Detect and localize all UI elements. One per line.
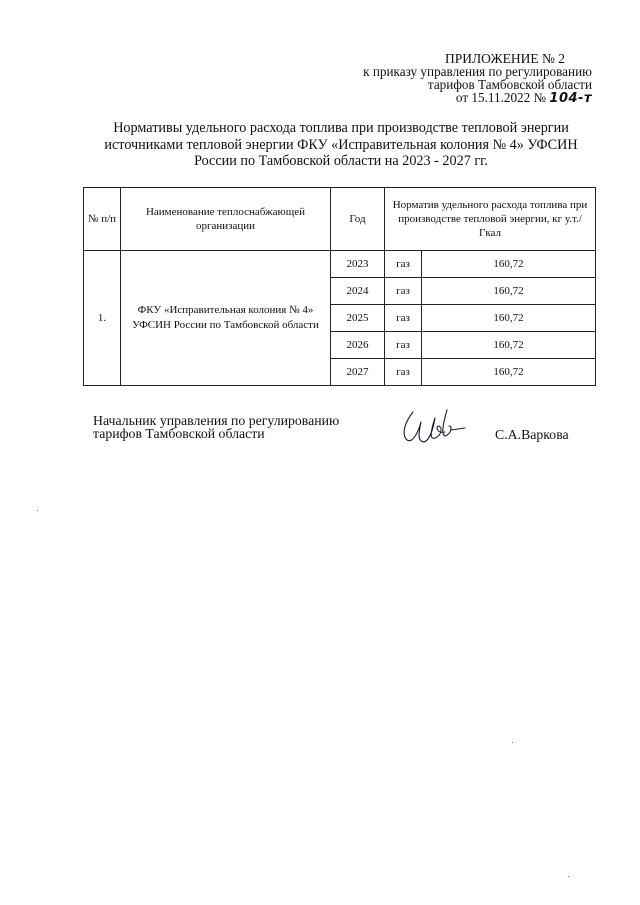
scan-speck xyxy=(568,876,569,877)
year-cell: 2024 xyxy=(331,278,385,305)
header-number: № п/п xyxy=(84,188,121,251)
year-cell: 2023 xyxy=(331,251,385,278)
year-cell: 2027 xyxy=(331,359,385,386)
year-cell: 2026 xyxy=(331,332,385,359)
appendix-header xyxy=(300,52,592,105)
header-organization: Наименование теплоснабжающей организации xyxy=(121,188,331,251)
document-title: Нормативы удельного расхода топлива при производстве тепловой энергии источниками тепловой энергии ФКУ «Исправительная колония № 4» УФСИН России по Тамбовской области на 2023 - 2027 гг. xyxy=(104,120,578,169)
fuel-cell: газ xyxy=(385,332,422,359)
table-row xyxy=(84,251,596,278)
handwritten-signature xyxy=(395,400,475,450)
signatory-position-line2: тарифов Тамбовской области xyxy=(93,426,265,441)
appendix-heading: ПРИЛОЖЕНИЕ № 2 xyxy=(444,51,565,66)
fuel-cell: газ xyxy=(385,251,422,278)
appendix-authority-line: тарифов Тамбовской области xyxy=(427,77,592,92)
norm-value-cell: 160,72 xyxy=(422,305,596,332)
fuel-cell: газ xyxy=(385,305,422,332)
norm-value-cell: 160,72 xyxy=(422,332,596,359)
appendix-order-line: к приказу управления по регулированию xyxy=(363,64,592,79)
norm-value-cell: 160,72 xyxy=(422,251,596,278)
scan-speck xyxy=(37,510,38,511)
table-header-row xyxy=(84,188,596,251)
organization-name: ФКУ «Исправительная колония № 4» УФСИН России по Тамбовской области xyxy=(121,251,331,386)
signatory-position-line1: Начальник управления по регулированию xyxy=(93,413,340,428)
norms-table xyxy=(83,187,596,386)
norm-value-cell: 160,72 xyxy=(422,359,596,386)
header-year: Год xyxy=(331,188,385,251)
year-cell: 2025 xyxy=(331,305,385,332)
fuel-cell: газ xyxy=(385,278,422,305)
row-number: 1. xyxy=(84,251,121,386)
scan-speck xyxy=(512,742,513,743)
appendix-date-line xyxy=(300,91,592,105)
fuel-cell: газ xyxy=(385,359,422,386)
header-norm: Норматив удельного расхода топлива при производстве тепловой энергии, кг у.т./Гкал xyxy=(385,188,596,251)
signatory-position xyxy=(93,414,339,440)
appendix-date: от 15.11.2022 № xyxy=(455,90,547,105)
signatory-name: С.А.Варкова xyxy=(495,427,569,442)
handwritten-order-number: 104-т xyxy=(549,91,592,106)
norm-value-cell: 160,72 xyxy=(422,278,596,305)
